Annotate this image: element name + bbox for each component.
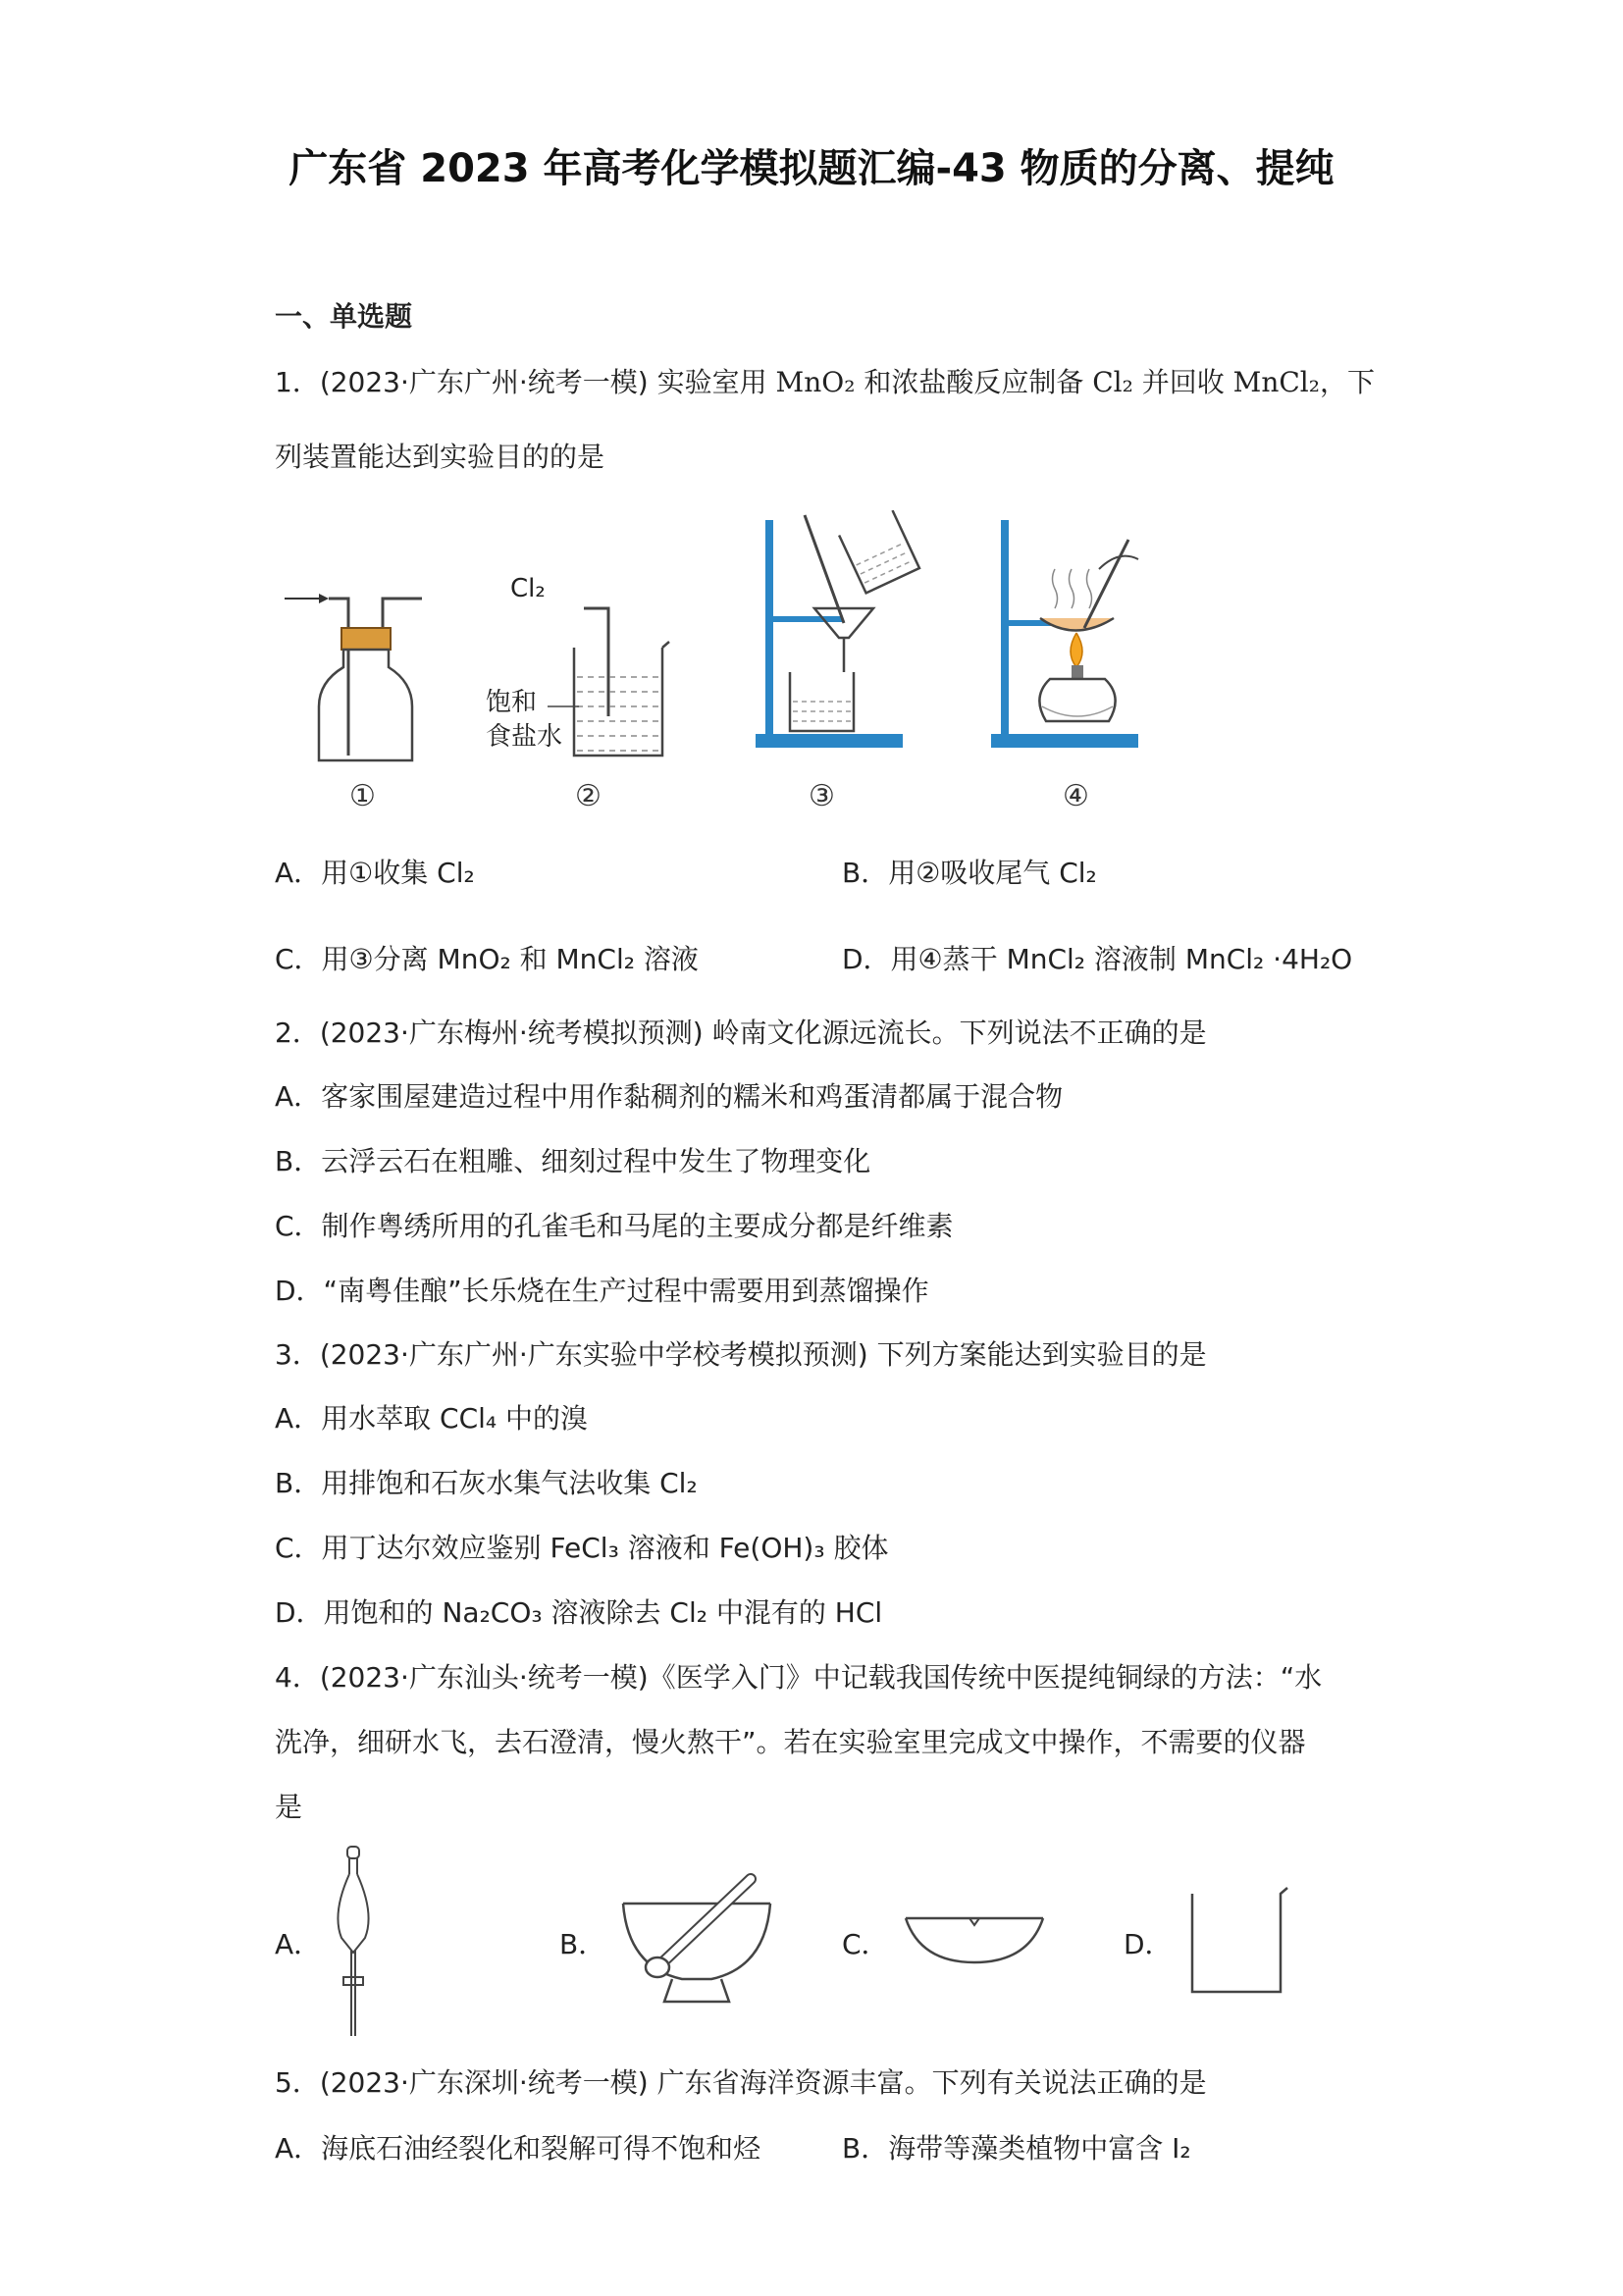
q2-option-d: D．“南粤佳酿”长乐烧在生产过程中需要用到蒸馏操作 — [275, 1275, 929, 1307]
q3-option-c: C．用丁达尔效应鉴别 FeCl₃ 溶液和 Fe(OH)₃ 胶体 — [275, 1532, 889, 1564]
q5-option-a: A．海底石油经裂化和裂解可得不饱和烃 — [275, 2132, 761, 2165]
q4-option-a-label: A． — [275, 1928, 322, 1960]
evaporation-figure — [981, 510, 1158, 756]
evaporating-dish-figure — [901, 1904, 1048, 1972]
q4-option-d-label: D． — [1124, 1928, 1173, 1960]
q5-option-b: B．海带等藻类植物中富含 I₂ — [842, 2132, 1191, 2165]
q4-stem-line2: 洗净，细研水飞，去石澄清，慢火熬干”。若在实验室里完成文中操作，不需要的仪器 — [275, 1726, 1306, 1758]
apparatus-label-1: ① — [349, 779, 376, 813]
section-heading: 一、单选题 — [275, 300, 413, 333]
q1-option-a: A．用①收集 Cl₂ — [275, 857, 475, 889]
brine-label-1: 饱和 — [486, 688, 538, 717]
q3-option-a: A．用水萃取 CCl₄ 中的溴 — [275, 1402, 589, 1435]
beaker-figure — [1178, 1884, 1295, 2002]
q2-option-c: C．制作粤绣所用的孔雀毛和马尾的主要成分都是纤维素 — [275, 1210, 954, 1242]
apparatus-label-3: ③ — [809, 779, 835, 813]
page-title: 广东省 2023 年高考化学模拟题汇编-43 物质的分离、提纯 — [288, 146, 1335, 191]
q1-option-c: C．用③分离 MnO₂ 和 MnCl₂ 溶液 — [275, 943, 699, 975]
filtration-figure — [746, 510, 922, 756]
brine-label-2: 食盐水 — [486, 722, 563, 752]
q1-option-d: D．用④蒸干 MnCl₂ 溶液制 MnCl₂ ·4H₂O — [842, 943, 1353, 975]
gas-bottle-figure — [275, 589, 432, 765]
apparatus-label-4: ④ — [1063, 779, 1089, 813]
q3-stem: 3．(2023·广东广州·广东实验中学校考模拟预测) 下列方案能达到实验目的是 — [275, 1338, 1207, 1371]
q1-option-b: B．用②吸收尾气 Cl₂ — [842, 857, 1097, 889]
q2-stem: 2．(2023·广东梅州·统考模拟预测) 岭南文化源远流长。下列说法不正确的是 — [275, 1017, 1207, 1049]
q1-stem-line2: 列装置能达到实验目的的是 — [275, 441, 605, 473]
cl2-label: Cl₂ — [510, 574, 546, 603]
separatory-funnel-figure — [324, 1845, 383, 2041]
apparatus-label-2: ② — [575, 779, 602, 813]
q5-stem: 5．(2023·广东深圳·统考一模) 广东省海洋资源丰富。下列有关说法正确的是 — [275, 2066, 1207, 2099]
mortar-pestle-figure — [613, 1869, 780, 2016]
q4-stem-line1: 4．(2023·广东汕头·统考一模)《医学入门》中记载我国传统中医提纯铜绿的方法：“水 — [275, 1661, 1323, 1694]
q4-option-b-label: B． — [559, 1928, 606, 1960]
q4-option-c-label: C． — [842, 1928, 889, 1960]
q2-option-a: A．客家围屋建造过程中用作黏稠剂的糯米和鸡蛋清都属于混合物 — [275, 1080, 1064, 1113]
q2-option-b: B．云浮云石在粗雕、细刻过程中发生了物理变化 — [275, 1145, 871, 1177]
q1-stem-line1: 1．(2023·广东广州·统考一模) 实验室用 MnO₂ 和浓盐酸反应制备 Cl₂ 并回收 MnCl₂，下 — [275, 366, 1375, 398]
q3-option-d: D．用饱和的 Na₂CO₃ 溶液除去 Cl₂ 中混有的 HCl — [275, 1596, 883, 1629]
q4-stem-line3: 是 — [275, 1791, 303, 1823]
q3-option-b: B．用排饱和石灰水集气法收集 Cl₂ — [275, 1467, 698, 1499]
